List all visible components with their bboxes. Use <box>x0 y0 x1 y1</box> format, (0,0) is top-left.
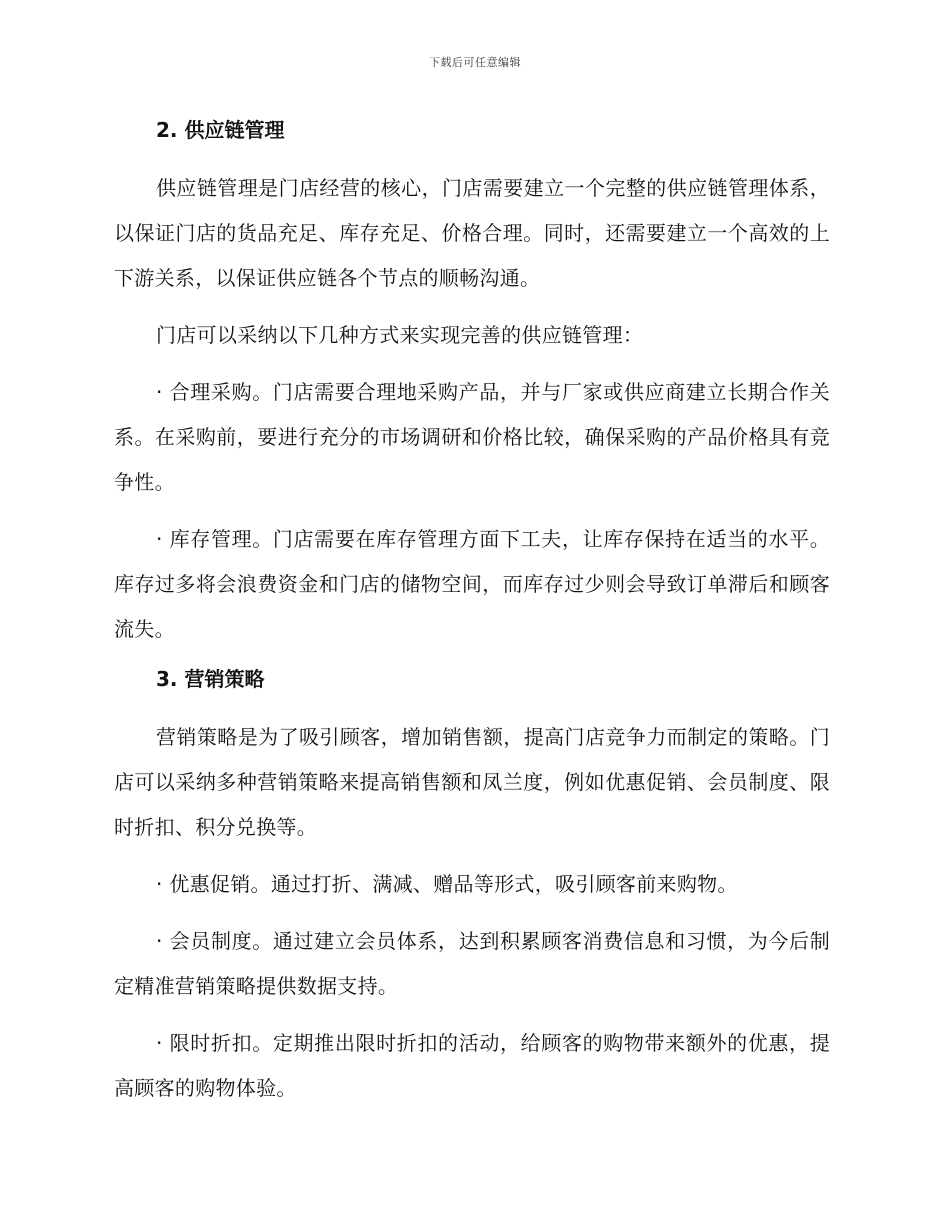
bullet-paragraph: · 会员制度。通过建立会员体系，达到积累顾客消费信息和习惯，为今后制定精准营销策略提供数据支持。 <box>114 929 830 998</box>
document-body <box>114 114 830 1123</box>
section-marketing <box>114 663 830 1111</box>
paragraph: 门店可以采纳以下几种方式来实现完善的供应链管理： <box>156 323 644 347</box>
bullet-paragraph: · 优惠促销。通过打折、满减、赠品等形式，吸引顾客前来购物。 <box>156 872 738 896</box>
section-heading: 2. 供应链管理 <box>156 118 285 142</box>
bullet-paragraph: · 合理采购。门店需要合理地采购产品，并与厂家或供应商建立长期合作关系。在采购前，要进行充分的市场调研和价格比较，确保采购的产品价格具有竞争性。 <box>114 380 830 494</box>
paragraph: 供应链管理是门店经营的核心，门店需要建立一个完整的供应链管理体系，以保证门店的货品充足、库存充足、价格合理。同时，还需要建立一个高效的上下游关系，以保证供应链各个节点的顺畅沟通。 <box>114 176 830 290</box>
section-supply-chain <box>114 114 830 652</box>
paragraph: 营销策略是为了吸引顾客，增加销售额，提高门店竞争力而制定的策略。门店可以采纳多种营销策略来提高销售额和凤兰度，例如优惠促销、会员制度、限时折扣、积分兑换等。 <box>114 725 830 839</box>
header-note: 下载后可任意编辑 <box>429 56 521 69</box>
section-heading: 3. 营销策略 <box>156 667 265 691</box>
bullet-paragraph: · 库存管理。门店需要在库存管理方面下工夫，让库存保持在适当的水平。库存过多将会浪费资金和门店的储物空间，而库存过少则会导致订单滞后和顾客流失。 <box>114 527 830 641</box>
bullet-paragraph: · 限时折扣。定期推出限时折扣的活动，给顾客的购物带来额外的优惠，提高顾客的购物体验。 <box>114 1031 830 1100</box>
